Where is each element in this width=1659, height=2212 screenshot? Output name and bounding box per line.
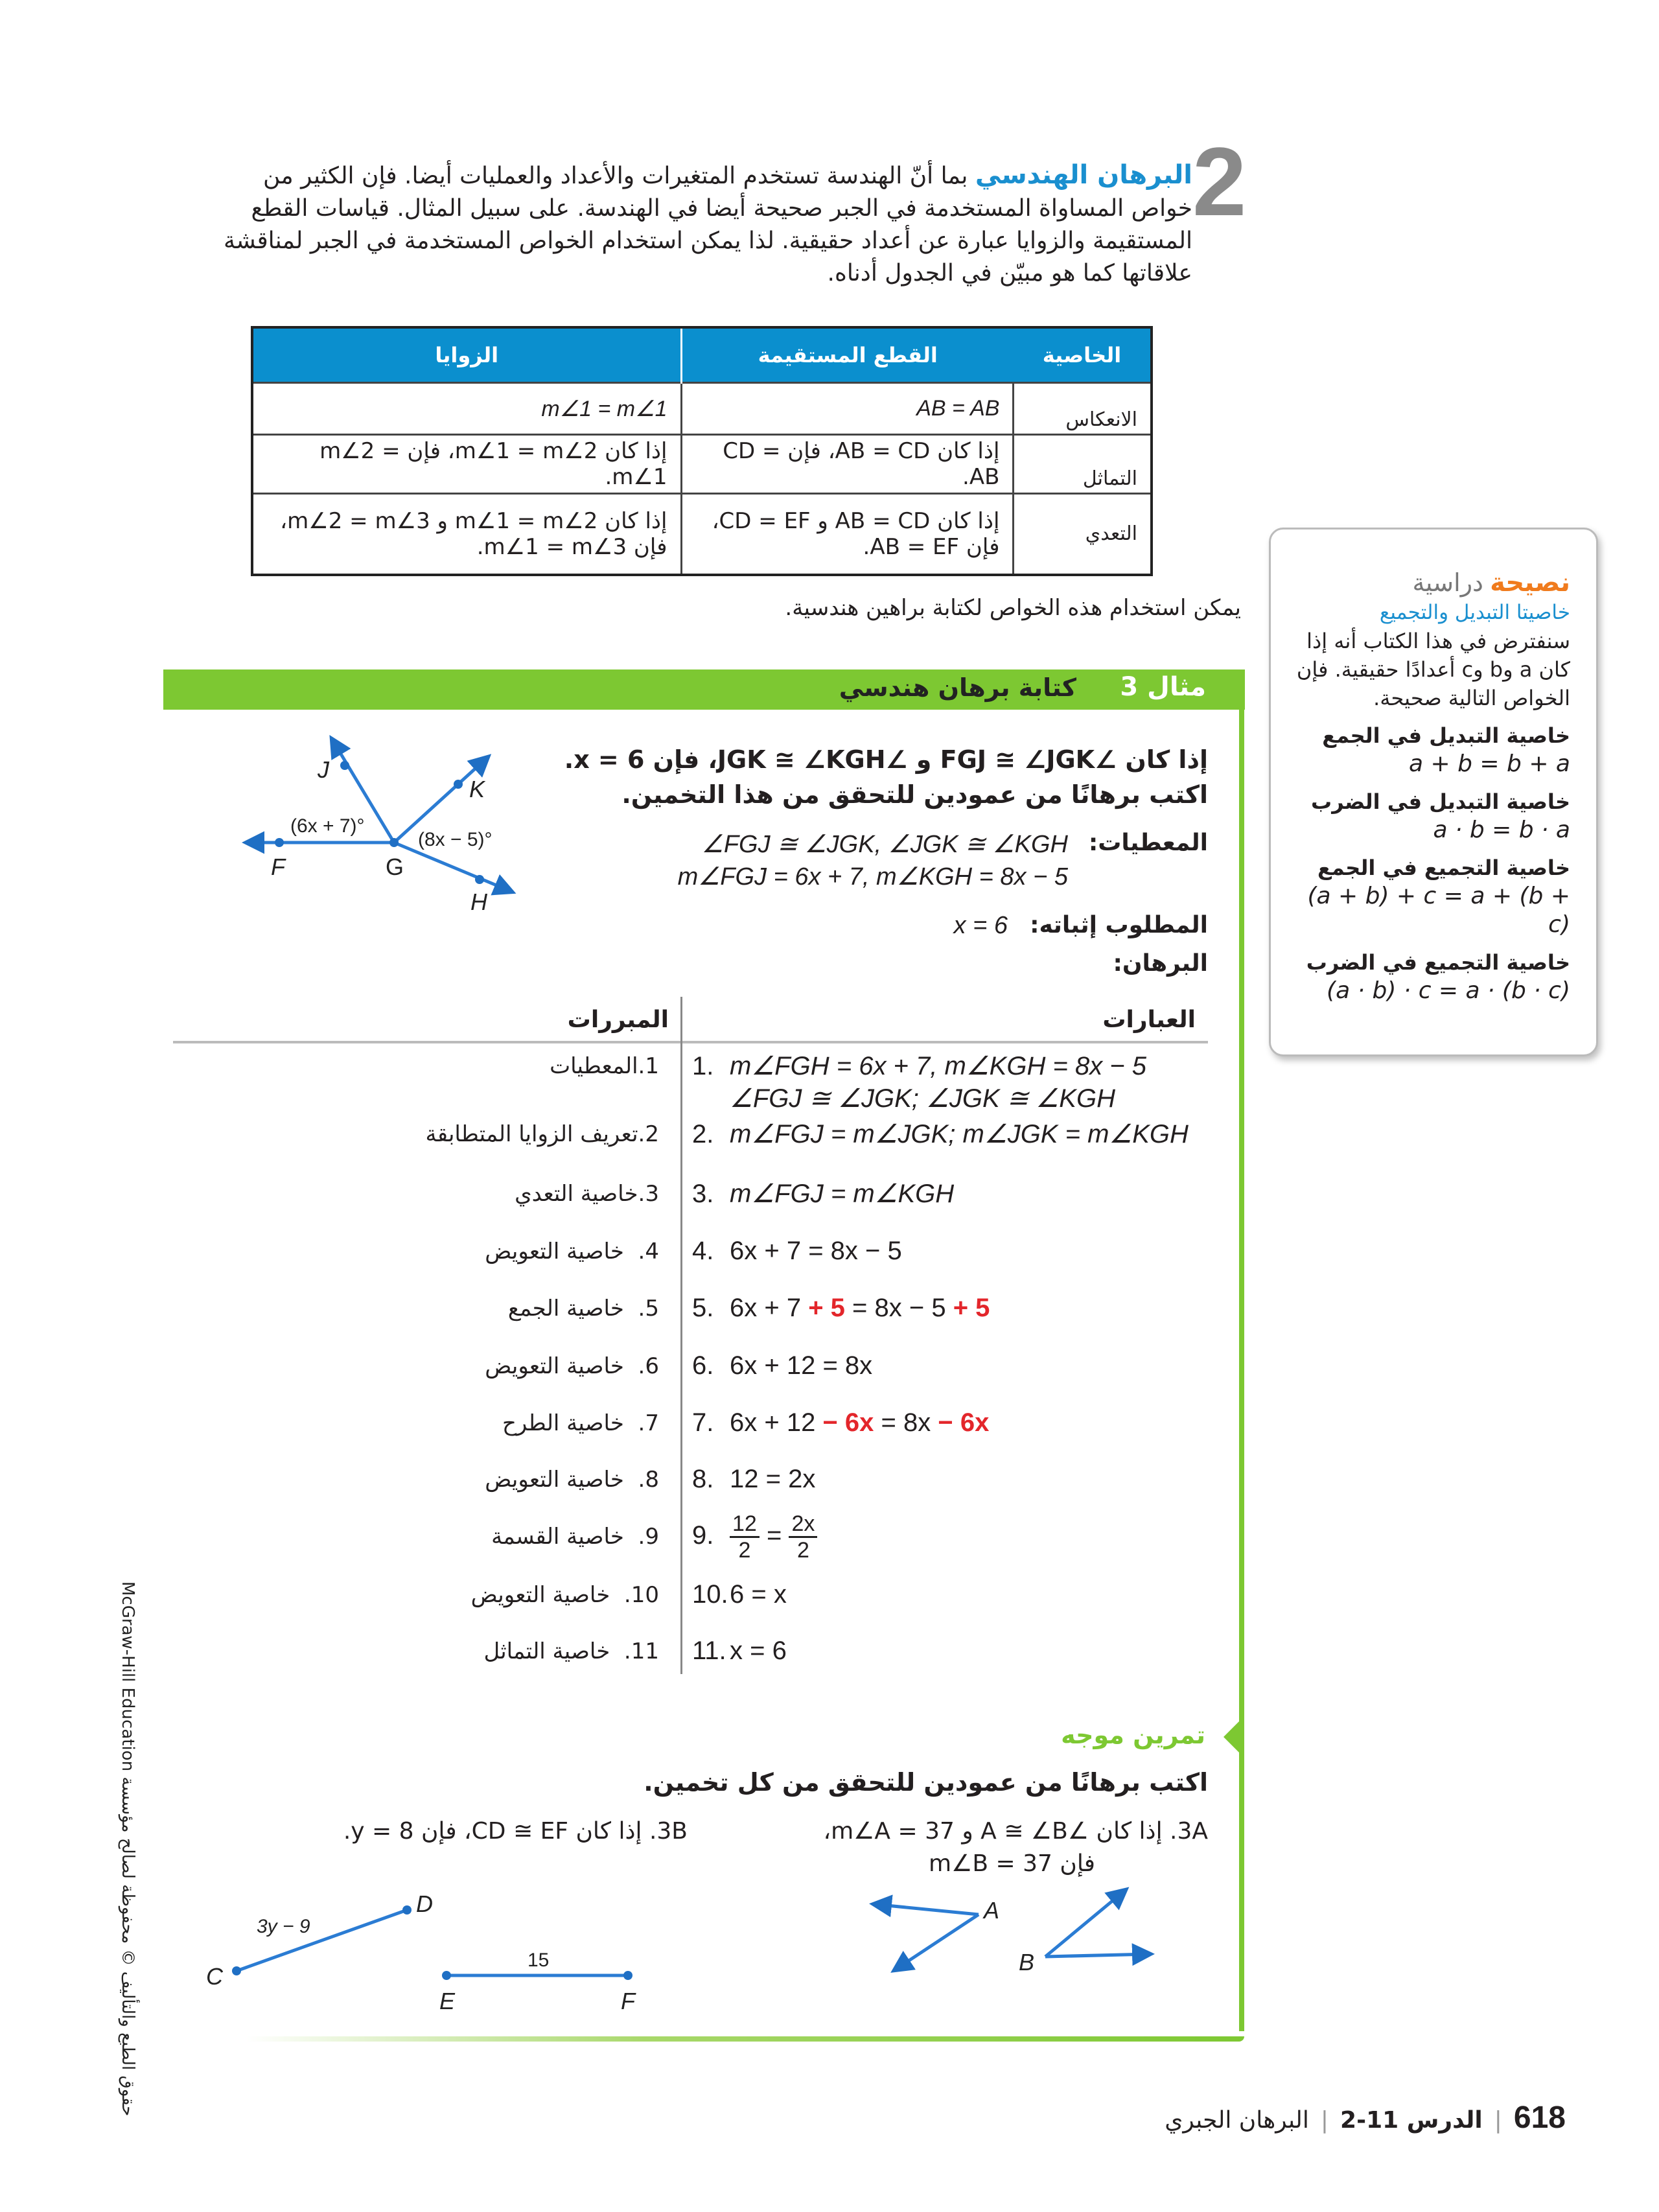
- ray-b1: [1045, 1890, 1126, 1957]
- label-b: B: [1019, 1949, 1035, 1975]
- point-g: [389, 838, 399, 847]
- label-g: G: [386, 854, 404, 880]
- ray-a2: [894, 1915, 979, 1970]
- lesson-label: الدرس 11-2: [1340, 2107, 1483, 2134]
- ray-a1: [874, 1904, 979, 1915]
- tip-title-2: دراسية: [1412, 568, 1483, 597]
- statement-10: 10.6 = x: [692, 1580, 787, 1609]
- reason-6: 6. خاصية التعويض: [485, 1353, 659, 1379]
- reason-9: 9. خاصية القسمة: [491, 1524, 659, 1550]
- header-angles: الزوايا: [252, 327, 681, 383]
- use-note: يمكن استخدام هذه الخواص لكتابة براهين هندسية.: [785, 595, 1241, 621]
- header-segments: القطع المستقيمة: [681, 327, 1014, 383]
- segments-cell: إذا كان AB = CD و CD = EF، فإن AB = EF.: [681, 494, 1014, 575]
- reason-3: 3.خاصية التعدي: [515, 1181, 659, 1207]
- segments-cell: AB = AB: [681, 383, 1014, 435]
- reason-4: 4. خاصية التعويض: [485, 1239, 659, 1264]
- problem-line-1: إذا كان ∠FGJ ≅ ∠JGK و ∠JGK ≅ ∠KGH، فإن x = 6.: [564, 745, 1208, 774]
- angles-cell: إذا كان m∠1 = m∠2 و m∠2 = m∠3، فإن m∠1 = m∠3.: [252, 494, 681, 575]
- property-cell: الانعكاس: [1014, 383, 1152, 435]
- property-cell: التعدي: [1014, 494, 1152, 575]
- label-ef-length: 15: [528, 1950, 550, 1971]
- example-number: مثال 3: [1120, 672, 1206, 702]
- statement-7: 7. 6x + 12 − 6x = 8x − 6x: [692, 1408, 990, 1437]
- prove-label: المطلوب إثباته:: [1030, 912, 1208, 938]
- page-number: 618: [1513, 2101, 1566, 2135]
- tip-title: نصيحة: [1490, 568, 1570, 598]
- reasons-header: المبررات: [567, 1007, 669, 1033]
- label-a: A: [984, 1897, 1000, 1924]
- point-f2: [623, 1971, 632, 1980]
- angle-figure-a-b: [874, 1890, 1150, 1970]
- fraction-left: $\frac{12}{2}$: [730, 1511, 760, 1563]
- reason-11: 11. خاصية التماثل: [483, 1638, 659, 1664]
- angle-label-1: (6x + 7)°: [290, 815, 365, 837]
- reason-10: 10. خاصية التعويض: [470, 1582, 659, 1608]
- statement-5: 5. 6x + 7 + 5 = 8x − 5 + 5: [692, 1294, 990, 1322]
- label-cd-length: 3y − 9: [257, 1916, 310, 1937]
- label-f-seg: F: [621, 1988, 635, 2014]
- label-e: E: [439, 1988, 456, 2014]
- angles-cell: إذا كان m∠1 = m∠2، فإن m∠2 = m∠1.: [252, 435, 681, 494]
- exercise-3b: 3B. إذا كان CD ≅ EF، فإن y = 8.: [343, 1818, 688, 1845]
- section-number: 2: [1192, 127, 1247, 236]
- lesson-title: البرهان الجبري: [1165, 2107, 1309, 2134]
- statement-1b: ∠FGJ ≅ ∠JGK; ∠JGK ≅ ∠KGH: [730, 1084, 1115, 1113]
- reason-7: 7. خاصية الطرح: [502, 1410, 659, 1436]
- point-j: [340, 761, 349, 770]
- point-h: [475, 875, 484, 884]
- tip-subtitle: خاصيتا التبديل والتجميع: [1379, 601, 1570, 624]
- tip-intro: سنفترض في هذا الكتاب أنه إذا كان a وb وc أعدادًا حقيقية. فإن الخواص التالية صحيحة.: [1296, 629, 1570, 710]
- angles-cell: m∠1 = m∠1: [252, 383, 681, 435]
- exercise-3a-line2: فإن m∠B = 37: [929, 1850, 1095, 1877]
- example-title: كتابة برهان هندسي: [839, 673, 1076, 702]
- given-line-1: ∠FGJ ≅ ∠JGK, ∠JGK ≅ ∠KGH: [701, 831, 1068, 858]
- tip-prop-eq: a · b = b · a: [1433, 817, 1570, 843]
- tip-prop-name: خاصية التبديل في الضرب: [1311, 789, 1570, 814]
- guided-instruction: اكتب برهانًا من عمودين للتحقق من كل تخمين.: [644, 1768, 1208, 1797]
- point-f: [275, 838, 284, 847]
- segments-cell: إذا كان AB = CD، فإن CD = AB.: [681, 435, 1014, 494]
- statement-9: 9. $\frac{12}{2}$ = $\frac{2x}{2}$: [692, 1511, 817, 1563]
- reason-2: 2.تعريف الزوايا المتطابقة: [425, 1121, 659, 1147]
- ray-b2: [1045, 1954, 1150, 1957]
- label-d: D: [416, 1891, 433, 1917]
- exercise-3a-line1: 3A. إذا كان ∠A ≅ ∠B و m∠A = 37،: [823, 1818, 1208, 1845]
- reason-1: 1.المعطيات: [550, 1053, 659, 1079]
- point-d: [402, 1905, 412, 1915]
- reason-5: 5. خاصية الجمع: [507, 1296, 659, 1321]
- problem-line-2: اكتب برهانًا من عمودين للتحقق من هذا التخمين.: [621, 780, 1208, 809]
- tip-prop-name: خاصية التجميع في الضرب: [1306, 950, 1570, 975]
- angle-label-2: (8x − 5)°: [418, 829, 493, 850]
- statement-11: 11. x = 6: [692, 1636, 787, 1665]
- fraction-right: $\frac{2x}{2}$: [789, 1511, 817, 1563]
- statement-4: 4. 6x + 7 = 8x − 5: [692, 1237, 902, 1265]
- copyright-notice: McGraw-Hill Education حقوق الطبع والتأليف © محفوظة لصالح مؤسسة: [118, 1581, 137, 2117]
- tip-prop-name: خاصية التجميع في الجمع: [1317, 856, 1570, 880]
- tip-prop-eq: (a + b) + c = a + (b + c): [1307, 883, 1570, 938]
- prove-value: x = 6: [953, 912, 1008, 939]
- property-cell: التماثل: [1014, 435, 1152, 494]
- section-lead: البرهان الهندسي: [975, 160, 1192, 190]
- given-label: المعطيات:: [1088, 830, 1208, 856]
- given-line-2: m∠FGJ = 6x + 7, m∠KGH = 8x − 5: [677, 863, 1068, 891]
- statement-8: 8. 12 = 2x: [692, 1465, 816, 1493]
- page-footer: 618|الدرس 11-2|البرهان الجبري: [1165, 2101, 1566, 2135]
- statements-header: العبارات: [1102, 1007, 1196, 1033]
- label-k: K: [469, 776, 485, 802]
- label-h: H: [470, 889, 487, 915]
- statement-1: 1. m∠FGH = 6x + 7, m∠KGH = 8x − 5: [692, 1052, 1147, 1080]
- point-c: [232, 1966, 241, 1975]
- label-f: F: [271, 854, 285, 880]
- tip-prop-name: خاصية التبديل في الجمع: [1322, 723, 1570, 748]
- point-e: [442, 1971, 451, 1980]
- point-k: [454, 780, 463, 789]
- label-c: C: [206, 1963, 223, 1990]
- section-body: بما أنّ الهندسة تستخدم المتغيرات والأعداد والعمليات أيضا. فإن الكثير من خواص المساواة المستخدمة في الجبر صحيحة أيضا في الهندسة. على سبيل المثال. قياسات القطع المستقيمة والزوايا عبارة عن أعداد حقيقية. لذا يمكن استخدام الخواص المستخدمة في الجبر لمناقشة علاقاتها كما هو مبيّن في الجدول أدناه.: [224, 163, 1192, 286]
- statement-3: 3. m∠FGJ = m∠KGH: [692, 1180, 955, 1208]
- statement-6: 6. 6x + 12 = 8x: [692, 1351, 873, 1380]
- proof-label: البرهان:: [1113, 950, 1208, 977]
- tip-prop-eq: a + b = b + a: [1409, 751, 1570, 777]
- header-property: الخاصية: [1014, 327, 1152, 383]
- tip-prop-eq: (a · b) · c = a · (b · c): [1327, 977, 1570, 1004]
- angle-figure-fgjkh: [246, 739, 512, 892]
- statement-2: 2. m∠FGJ = m∠JGK; m∠JGK = m∠KGH: [692, 1120, 1189, 1148]
- guided-practice-title: تمرين موجه: [1061, 1721, 1205, 1749]
- reason-8: 8. خاصية التعويض: [485, 1467, 659, 1493]
- label-j: J: [318, 756, 329, 783]
